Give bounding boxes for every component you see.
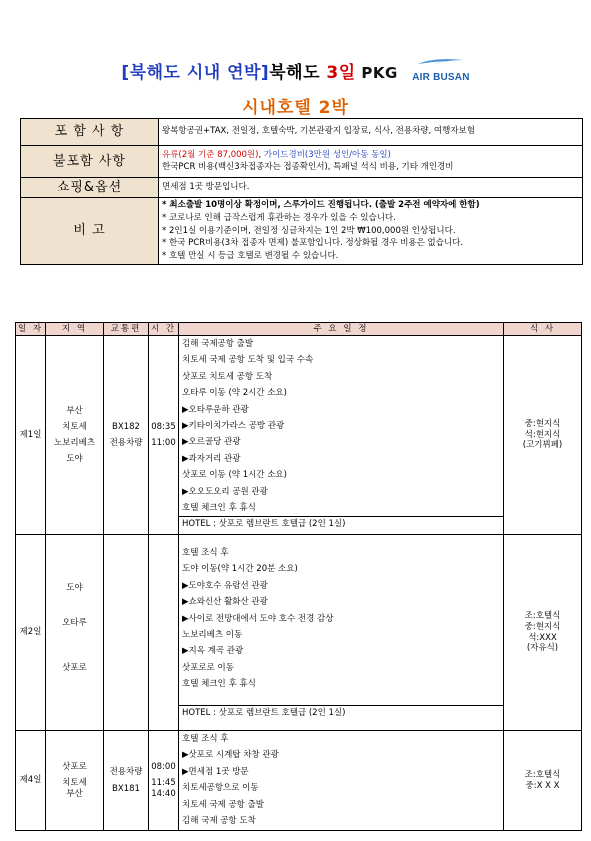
- title-pkg: PKG: [355, 64, 398, 82]
- itinerary-item: 김해 국제 공항 도착: [182, 815, 256, 826]
- itinerary-item: ▶쇼와신산 활화산 관광: [182, 597, 268, 608]
- page-title: [0, 58, 591, 87]
- itinerary-item: 김해 국제공항 출발: [182, 339, 254, 349]
- itinerary-item: 호텔 체크인 후 휴식: [182, 679, 256, 690]
- meals-cell: 중:현지식 석:현지식 (고기뷔페): [504, 336, 582, 535]
- itinerary-cell: [179, 336, 504, 535]
- table-row: [16, 336, 582, 535]
- time-cell: [149, 535, 179, 731]
- meals-cell: 조:호텔식 중:현지식 석:XXX (자유식): [504, 535, 582, 731]
- itinerary-item: ▶지옥 계곡 관광: [182, 646, 244, 657]
- itinerary-item: ▶삿포로 시계탑 차창 관광: [182, 750, 279, 761]
- fuel-surcharge: 유류(2월 기준 87,000원): [162, 150, 259, 161]
- itinerary-item: 치토세 국제 공항 도착 및 입국 수속: [182, 355, 314, 366]
- time-cell: 08:00 11:45 14:40: [149, 731, 179, 831]
- header-day: 일 자: [16, 323, 46, 336]
- itinerary-item: 치토세 국제 공항 출발: [182, 799, 265, 810]
- title-tag: [북해도 시내 연박]: [121, 63, 270, 83]
- transport-cell: [104, 535, 149, 731]
- air-busan-logo: [412, 58, 469, 85]
- itinerary-item: 삿포로 치토세 공항 도착: [182, 371, 273, 382]
- logo-busan: BUSAN: [433, 71, 470, 83]
- day-cell: 제1일: [16, 336, 46, 535]
- remark-line: * 한국 PCR비용(3차 접종자 면제) 불포함입니다. 정상화될 경우 비용은 없습니다.: [162, 238, 464, 249]
- itinerary-item: ▶사이로 전망대에서 도야 호수 전경 감상: [182, 613, 334, 624]
- header-itinerary: 주 요 일 정: [179, 323, 504, 336]
- itinerary-item: ▶오타루운하 관광: [182, 404, 249, 415]
- remark-line: * 호텔 만실 시 등급 호텔로 변경될 수 있습니다.: [162, 251, 339, 261]
- excluded-label: 불포함 사항: [21, 146, 159, 178]
- remark-line: * 코로나로 인해 급작스럽게 휴관하는 경우가 있을 수 있습니다.: [162, 212, 396, 223]
- itinerary-item: 호텔 체크인 후 휴식: [182, 502, 256, 513]
- guide-fee: 가이드경비(3만원 성인/아동 동일): [263, 150, 391, 161]
- day-cell: 제4일: [16, 731, 46, 831]
- excluded-value: 유류(2월 기준 87,000원), 가이드경비(3만원 성인/아동 동일) 한국PCR 비용(백신3차접종자는 접종확인서), 특패널 석식 비용, 기타 개인경비: [159, 146, 583, 178]
- day-cell: 제2일: [16, 535, 46, 731]
- logo-air: AIR: [412, 71, 431, 83]
- itinerary-item: 오타루 이동 (약 2시간 소요): [182, 388, 287, 399]
- itinerary-item: ▶도야호수 유람선 관광: [182, 580, 268, 591]
- itinerary-item: 도야 이동(약 1시간 20분 소요): [182, 564, 298, 575]
- itinerary-cell: [179, 731, 504, 831]
- itinerary-item: ▶오오도오리 공원 관광: [182, 486, 268, 497]
- itinerary-item: ▶오르골당 관광: [182, 437, 241, 448]
- hotel-info: HOTEL : 삿포로 렘브란트 호텔급 (2인 1실): [179, 705, 503, 720]
- itinerary-item: ▶키타이치가라스 공방 관광: [182, 420, 285, 431]
- header-transport: 교통편: [104, 323, 149, 336]
- meals-cell: 조:호텔식 중:X X X: [504, 731, 582, 831]
- title-block: [0, 58, 591, 118]
- transport-cell: 전용차량 BX181: [104, 731, 149, 831]
- itinerary-item: 삿포로로 이동: [182, 662, 234, 673]
- itinerary-item: ▶면세점 1곳 방문: [182, 766, 249, 777]
- shopping-label: 쇼핑&옵션: [21, 178, 159, 198]
- included-value: 왕복항공권+TAX, 전일정, 호텔숙박, 기본관광지 입장료, 식사, 전용차량, 여행자보험: [159, 119, 583, 146]
- excluded-line2: 한국PCR 비용(백신3차접종자는 접종확인서), 특패널 석식 비용, 기타 개인경비: [162, 161, 454, 172]
- region-cell: 삿포로 치토세 부산: [46, 731, 104, 831]
- itinerary-item: 노보리베츠 이동: [182, 629, 243, 640]
- schedule-table: [15, 322, 582, 831]
- info-table: [20, 118, 583, 265]
- page-subtitle: 시내호텔 2박: [242, 97, 349, 118]
- itinerary-item: 호텔 조식 후: [182, 734, 229, 744]
- table-row: [16, 731, 582, 831]
- table-row: [16, 535, 582, 731]
- itinerary-item: 삿포로 이동 (약 1시간 소요): [182, 470, 287, 481]
- transport-cell: BX182 전용차량: [104, 336, 149, 535]
- title-duration: 3일: [326, 63, 356, 83]
- remarks-value: [159, 198, 583, 265]
- header-region: 지 역: [46, 323, 104, 336]
- hotel-info: HOTEL : 삿포로 렘브란트 호텔급 (2인 1실): [179, 516, 503, 531]
- region-cell: 도야 오타루 삿포로: [46, 535, 104, 731]
- shopping-value: 면세점 1곳 방문입니다.: [159, 178, 583, 198]
- region-cell: 부산 치토세 노보리베츠 도야: [46, 336, 104, 535]
- remark-line: * 2인1실 이용기준이며, 전일정 싱글차지는 1인 2박 ₩100,000원 인상됩니다.: [162, 225, 456, 236]
- itinerary-item: ▶과자거리 관광: [182, 453, 241, 464]
- itinerary-cell: [179, 535, 504, 731]
- itinerary-item: 치토세공항으로 이동: [182, 783, 259, 794]
- time-cell: 08:35 11:00: [149, 336, 179, 535]
- header-time: 시 간: [149, 323, 179, 336]
- itinerary-item: 호텔 조식 후: [182, 548, 229, 558]
- title-destination: 북해도: [269, 63, 327, 83]
- header-meals: 식 사: [504, 323, 582, 336]
- included-label: 포 함 사 항: [21, 119, 159, 146]
- remark-line: * 최소출발 10명이상 확정이며, 스루가이드 진행됩니다. (출발 2주전 예약자에 한함): [162, 200, 480, 210]
- remarks-label: 비 고: [21, 198, 159, 265]
- wing-icon: [414, 58, 468, 66]
